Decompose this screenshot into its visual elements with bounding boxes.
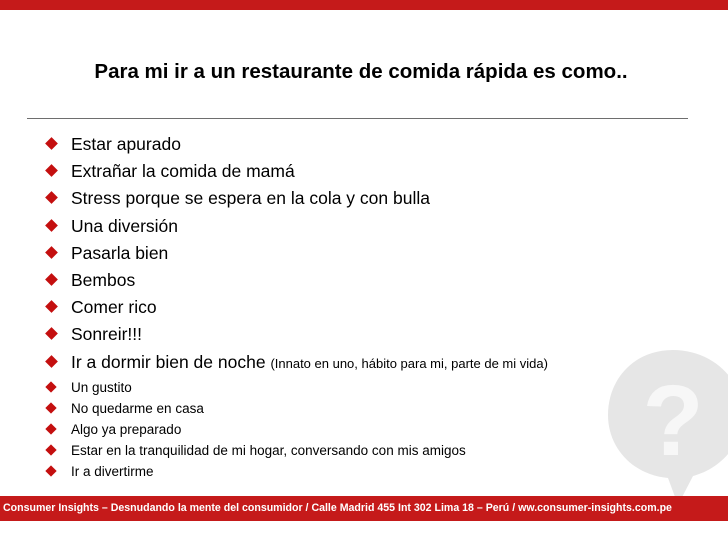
list-item: Sonreir!!! — [44, 321, 548, 348]
diamond-bullet-icon — [45, 444, 56, 455]
list-item: Comer rico — [44, 294, 548, 321]
list-item: Estar apurado — [44, 131, 548, 158]
diamond-bullet-icon — [45, 273, 58, 286]
diamond-bullet-icon — [45, 402, 56, 413]
title-divider — [27, 118, 688, 119]
list-item-text: Ir a dormir bien de noche — [71, 351, 266, 372]
diamond-bullet-icon — [45, 381, 56, 392]
list-item: Algo ya preparado — [44, 419, 548, 440]
diamond-bullet-icon — [45, 465, 56, 476]
list-item: Estar en la tranquilidad de mi hogar, conversando con mis amigos — [44, 440, 548, 461]
footer-text: Consumer Insights – Desnudando la mente del consumidor / Calle Madrid 455 Int 302 Lima 18 – Perú / ww.consumer-insights.com.pe — [3, 502, 672, 514]
bullet-list — [44, 131, 548, 482]
diamond-bullet-icon — [45, 137, 58, 150]
diamond-bullet-icon — [45, 219, 58, 232]
list-item: Un gustito — [44, 377, 548, 398]
question-mark-watermark-icon — [598, 330, 728, 510]
list-item: Stress porque se espera en la cola y con bulla — [44, 185, 548, 212]
list-item — [44, 349, 548, 377]
list-item: Una diversión — [44, 213, 548, 240]
slide-title: Para mi ir a un restaurante de comida rápida es como.. — [94, 60, 628, 83]
diamond-bullet-icon — [45, 246, 58, 259]
list-item: Bembos — [44, 267, 548, 294]
diamond-bullet-icon — [45, 164, 58, 177]
top-accent-bar — [0, 0, 728, 10]
svg-text:?: ? — [642, 365, 704, 477]
diamond-bullet-icon — [45, 423, 56, 434]
diamond-bullet-icon — [45, 355, 58, 368]
list-item: Ir a divertirme — [44, 461, 548, 482]
list-item: Extrañar la comida de mamá — [44, 158, 548, 185]
list-item-note: (Innato en uno, hábito para mi, parte de mi vida) — [270, 355, 548, 371]
list-item: Pasarla bien — [44, 240, 548, 267]
diamond-bullet-icon — [45, 328, 58, 341]
diamond-bullet-icon — [45, 192, 58, 205]
diamond-bullet-icon — [45, 300, 58, 313]
list-item: No quedarme en casa — [44, 398, 548, 419]
footer-bar — [0, 496, 728, 521]
